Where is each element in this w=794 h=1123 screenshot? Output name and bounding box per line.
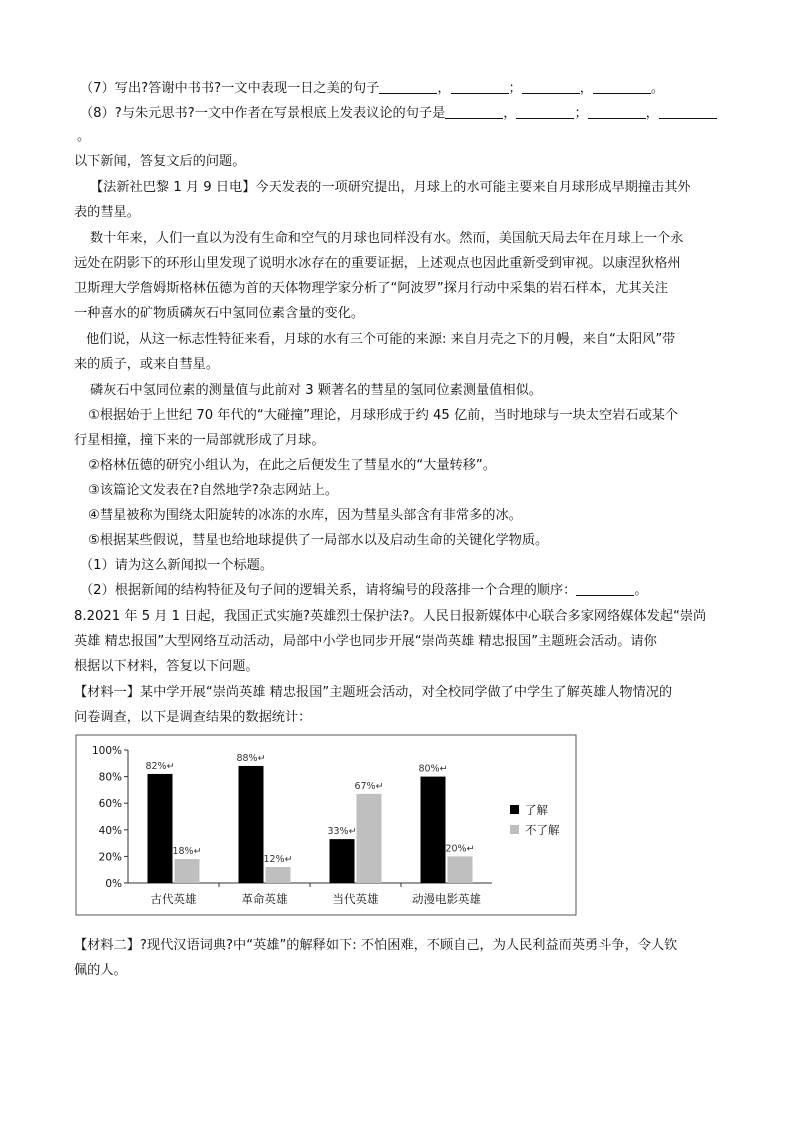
paragraph-1: ①根据始于上世纪 70 年代的“大碰撞”理论，月球形成于约 45 亿前，当时地球与一块太空岩石或某个 xyxy=(88,408,679,423)
legend-swatch-了解 xyxy=(510,805,519,814)
news-lead: 【法新社巴黎 1 月 9 日电】今天发表的一项研究提出，月球上的水可能主要来自月球形成早期撞击其外 xyxy=(90,180,691,195)
text-line: 一种喜水的矿物质磷灰石中氢同位素含量的变化。 xyxy=(74,306,365,321)
text-line: 数十年来，人们一直以为没有生命和空气的月球也同样没有水。然而，美国航天局去年在月球上一个永 xyxy=(90,231,684,246)
data-label: 82%↵ xyxy=(145,760,175,772)
text-line: 佩的人。 xyxy=(74,963,127,978)
y-tick-label: 40% xyxy=(98,824,122,837)
data-label: 67%↵ xyxy=(354,780,384,792)
question-7: （7）写出?答谢中书书?一文中表现一日之美的句子 ， ； ， 。 xyxy=(80,81,665,96)
answer-blank xyxy=(379,79,437,94)
text-line: 他们说，从这一标志性特征来看，月球的水有三个可能的来源: 来自月壳之下的月幔，来自“太阳风”带 xyxy=(86,332,676,347)
question-8-intro: 8.2021 年 5 月 1 日起，我国正式实施?英雄烈士保护法?。人民日报新媒体中心联合多家网络媒体发起“崇尚 xyxy=(74,609,707,624)
answer-blank xyxy=(516,104,574,119)
text-line: 问卷调查，以下是调查结果的数据统计： xyxy=(74,710,312,725)
sub-question-2: （2）根据新闻的结构特征及句子间的逻辑关系，请将编号的段落排一个合理的顺序： 。 xyxy=(80,583,648,598)
sub-question-1: （1）请为这么新闻拟一个标题。 xyxy=(80,558,274,573)
paragraph-3: ③该篇论文发表在?自然地学?杂志网站上。 xyxy=(88,483,339,498)
paragraph-5: ⑤根据某些假说，彗星也给地球提供了一局部水以及启动生命的关键化学物质。 xyxy=(88,533,549,548)
data-label: 18%↵ xyxy=(172,846,202,858)
text-line: 英雄 精忠报国”大型网络互动活动，局部中小学也同步开展“崇尚英雄 精忠报国”主题班会活动。请你 xyxy=(74,634,657,649)
bar-了解 xyxy=(421,777,446,883)
bar-不了解 xyxy=(448,856,473,883)
y-tick-label: 80% xyxy=(98,771,122,784)
data-label: 33%↵ xyxy=(327,826,357,838)
legend-label: 不了解 xyxy=(525,823,560,837)
bar-了解 xyxy=(330,839,355,883)
chart-svg xyxy=(74,733,584,919)
x-category-label: 古代英雄 xyxy=(150,892,197,906)
text-line: 以下新闻，答复文后的问题。 xyxy=(74,154,246,169)
bar-了解 xyxy=(148,774,173,883)
data-label: 12%↵ xyxy=(263,854,293,866)
material-2: 【材料二】?现代汉语词典?中“英雄”的解释如下: 不怕困难，不顾自己，为人民利益而英勇斗争，令人钦 xyxy=(74,938,678,953)
survey-bar-chart xyxy=(74,733,584,919)
y-tick-label: 60% xyxy=(98,798,122,811)
answer-blank xyxy=(659,104,717,119)
bar-不了解 xyxy=(357,794,382,883)
text-line: 磷灰石中氢同位素的测量值与此前对 3 颗著名的彗星的氢同位素测量值相似。 xyxy=(90,383,542,398)
text-line: 根据以下材料，答复以下问题。 xyxy=(74,659,259,674)
x-category-label: 动漫电影英雄 xyxy=(412,892,481,906)
answer-blank xyxy=(522,79,580,94)
paragraph-4: ④彗星被称为围绕太阳旋转的冰冻的水库，因为彗星头部含有非常多的冰。 xyxy=(88,508,522,523)
text-line: 远处在阴影下的环形山里发现了说明水冰存在的重要证据，上述观点也因此重新受到审视。以康涅狄格州 xyxy=(74,256,681,271)
answer-blank xyxy=(451,79,509,94)
answer-blank xyxy=(576,581,634,596)
paragraph-2: ②格林伍德的研究小组认为，在此之后便发生了彗星水的“大量转移”。 xyxy=(88,458,496,473)
data-label: 80%↵ xyxy=(418,763,448,775)
text-line: 来的质子，或来自彗星。 xyxy=(74,357,220,372)
text-line: 行星相撞，撞下来的一局部就形成了月球。 xyxy=(74,433,325,448)
answer-blank xyxy=(445,104,503,119)
data-label: 20%↵ xyxy=(445,843,475,855)
bar-了解 xyxy=(239,766,264,883)
answer-blank xyxy=(593,79,651,94)
x-category-label: 当代英雄 xyxy=(332,892,379,906)
x-category-label: 革命英雄 xyxy=(241,892,288,906)
legend-swatch-不了解 xyxy=(510,825,519,834)
text-line: 表的彗星。 xyxy=(74,205,140,220)
question-8: （8）?与朱元思书?一文中作者在写景根底上发表议论的句子是 ， ； ， xyxy=(80,104,717,124)
answer-blank xyxy=(588,104,646,119)
bar-不了解 xyxy=(266,867,291,883)
y-tick-label: 20% xyxy=(98,851,122,864)
text-line: 。 xyxy=(77,129,91,144)
y-tick-label: 100% xyxy=(91,745,122,757)
data-label: 88%↵ xyxy=(236,752,266,764)
bar-不了解 xyxy=(175,859,200,883)
y-tick-label: 0% xyxy=(105,878,122,890)
material-1: 【材料一】某中学开展“崇尚英雄 精忠报国”主题班会活动，对全校同学做了中学生了解英雄人物情况的 xyxy=(74,685,673,700)
legend-label: 了解 xyxy=(525,803,548,817)
text-line: 卫斯理大学詹姆斯格林伍德为首的天体物理学家分析了“阿波罗”探月行动中采集的岩石样本，尤其关注 xyxy=(74,281,668,296)
